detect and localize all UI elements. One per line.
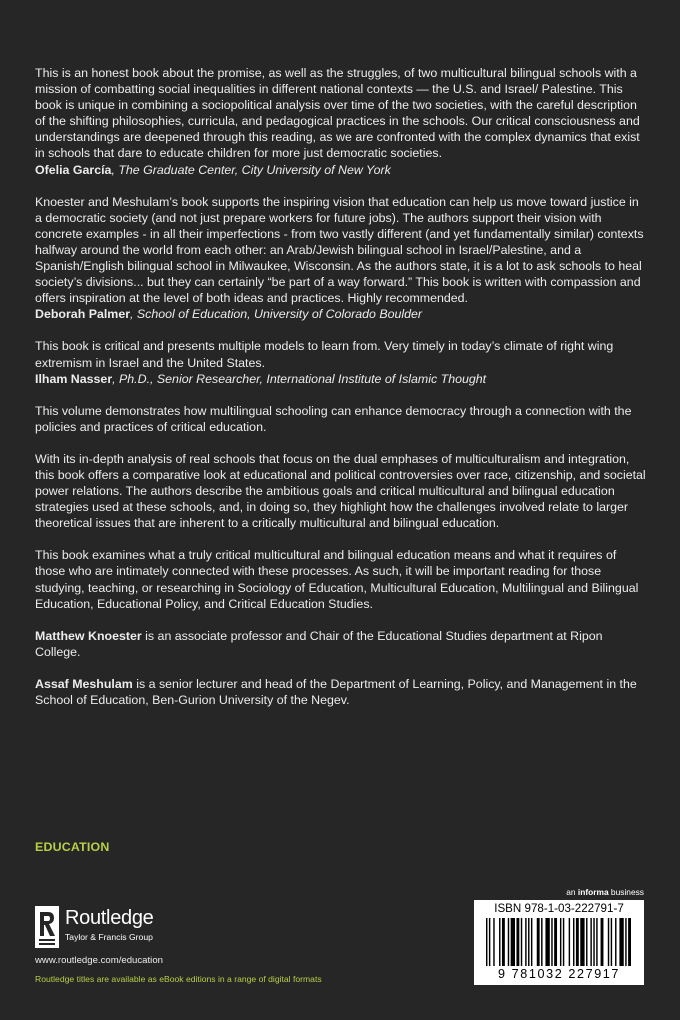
isbn-barcode <box>474 900 644 985</box>
barcode-bar <box>551 918 552 966</box>
description-paragraph-3 <box>35 547 647 611</box>
barcode-bar <box>590 918 591 966</box>
endorsement-quote: This is an honest book about the promise, as well as the struggles, of two multicultural bilingual schools with a mission of combatting social inequalities in different national contexts — the U.S. and Israel/ Palestine. This book is unique in combining a sociopolitical analysis over time of the two societies, with the careful description of the shifting philosophies, curricula, and pedagogical practices in the schools. Our critical consciousness and understandings are deepened through this reading, as we are confronted with the complex dynamics that exist in schools that dare to educate children for more just democratic societies. <box>35 66 640 161</box>
barcode-bar <box>545 918 549 966</box>
author-bio-text: is a senior lecturer and head of the Department of Learning, Policy, and Management in the School of Education, Ben-Gurion University of the Negev. <box>35 676 637 707</box>
barcode-bar <box>593 918 594 966</box>
barcode-bar <box>502 918 505 966</box>
barcode-bar <box>569 918 570 966</box>
tagline-prefix: an <box>566 887 578 897</box>
author-name: Assaf Meshulam <box>35 676 133 691</box>
barcode-digits: 9 781032 227917 <box>497 967 621 981</box>
barcode-bar <box>511 918 515 966</box>
publisher-name: Routledge <box>65 907 154 929</box>
informa-brand: informa <box>577 887 609 897</box>
barcode-bar <box>499 918 500 966</box>
routledge-logo-icon <box>35 906 59 948</box>
barcode-bar <box>537 918 540 966</box>
publisher-group: Taylor & Francis Group <box>65 932 153 942</box>
publisher-website[interactable]: www.routledge.com/education <box>35 955 163 966</box>
author-bio-text: is an associate professor and Chair of the Educational Studies department at Ripon College. <box>35 628 603 659</box>
endorsement-attribution <box>35 306 647 322</box>
author-name: Matthew Knoester <box>35 628 142 643</box>
author-bio-2 <box>35 676 647 708</box>
endorsement-3 <box>35 338 647 386</box>
barcode-bar <box>486 918 487 966</box>
description-text: This volume demonstrates how multilingual schooling can enhance democracy through a connection with the policies and practices of critical education. <box>35 403 632 434</box>
barcode-bar <box>508 918 509 966</box>
ebook-note: Routledge titles are available as eBook editions in a range of digital formats <box>35 974 322 984</box>
barcode-bar <box>489 918 490 966</box>
endorser-affiliation: , The Graduate Center, City University of New York <box>111 162 391 177</box>
subject-category: EDUCATION <box>35 840 110 854</box>
endorser-name: Ofelia García <box>35 162 112 177</box>
endorsement-2 <box>35 194 647 323</box>
back-cover-text <box>35 65 647 724</box>
endorsement-attribution <box>35 371 647 387</box>
barcode-bar <box>580 918 584 966</box>
description-text: With its in-depth analysis of real schools that focus on the dual emphases of multiculturalism and integration, this book offers a comparative look at educational and political controversies over race, citizenship, and societal power relations. The authors describe the ambitious goals and critical multicultural and bilingual education strategies used at these schools, and, in doing so, they highlight how the challenges involved relate to larger theoretical issues that are inherent to a critically multicultural and bilingual education. <box>35 451 646 531</box>
barcode-bar <box>560 918 561 966</box>
barcode-bar <box>563 918 564 966</box>
endorsement-1 <box>35 65 647 178</box>
endorser-name: Ilham Nasser <box>35 371 113 386</box>
barcode-bar <box>615 918 616 966</box>
barcode-bars <box>480 918 638 968</box>
barcode-bar <box>531 918 532 966</box>
barcode-bar <box>586 918 587 966</box>
author-bio-1 <box>35 628 647 660</box>
tagline-suffix: business <box>608 887 644 897</box>
barcode-bar <box>628 918 631 966</box>
informa-business-tagline <box>566 887 644 897</box>
endorser-affiliation: , School of Education, University of Colorado Boulder <box>130 307 423 322</box>
barcode-bar <box>528 918 529 966</box>
endorser-name: Deborah Palmer <box>35 307 131 322</box>
endorsement-quote: Knoester and Meshulam’s book supports the inspiring vision that education can help us move toward justice in a democratic society (and not just prepare workers for future jobs). The authors support their vision with concrete examples - in all their imperfections - from two vastly different (and yet fundamentally similar) contexts halfway around the world from each other: an Arab/Jewish bilingual school in Israel/Palestine, and a Spanish/English bilingual school in Milwaukee, Wisconsin. As the authors state, it is a lot to ask schools to heal society’s divisions... but they can certainly “be part of a way forward.” This book is written with compassion and offers inspiration at the level of both ideas and practices. Highly recommended. <box>35 194 644 306</box>
barcode-bar <box>521 918 522 966</box>
barcode-bar <box>573 918 574 966</box>
endorsement-attribution <box>35 162 647 178</box>
barcode-bar <box>611 918 612 966</box>
description-paragraph-1 <box>35 403 647 435</box>
barcode-bar <box>493 918 494 966</box>
endorser-affiliation: , Ph.D., Senior Researcher, International Institute of Islamic Thought <box>112 371 487 386</box>
barcode-bar <box>596 918 597 966</box>
barcode-bar <box>525 918 526 966</box>
barcode-bar <box>625 918 626 966</box>
barcode-bar <box>601 918 604 966</box>
endorsement-quote: This book is critical and presents multiple models to learn from. Very timely in today’s climate of right wing extremism in Israel and the United States. <box>35 339 614 370</box>
barcode-bar <box>619 918 623 966</box>
barcode-bar <box>576 918 579 966</box>
publisher-logo <box>35 906 175 948</box>
barcode-bar <box>516 918 519 966</box>
isbn-label: ISBN 978-1-03-222791-7 <box>494 902 624 915</box>
description-paragraph-2 <box>35 451 647 531</box>
barcode-bar <box>554 918 557 966</box>
barcode-bar <box>541 918 542 966</box>
barcode-bar <box>608 918 609 966</box>
description-text: This book examines what a truly critical multicultural and bilingual education means and what it requires of those who are intimately connected with these processes. As such, it will be important reading for those studying, teaching, or researching in Sociology of Education, Multicultural Education, Multilingual and Bilingual Education, Educational Policy, and Critical Education Studies. <box>35 548 639 611</box>
